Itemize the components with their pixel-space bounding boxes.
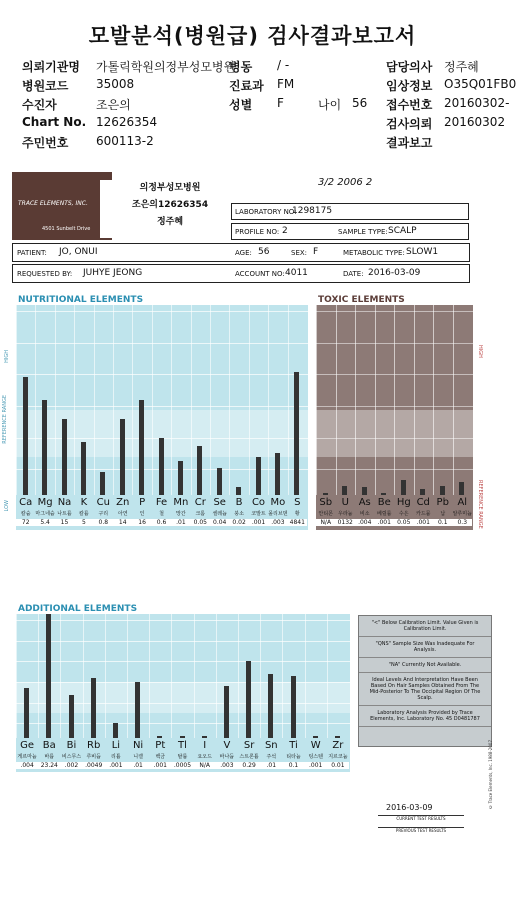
element-name-V: 바나듐 <box>219 754 235 760</box>
column-divider <box>268 305 269 495</box>
bar-Sb <box>323 493 328 495</box>
element-name-Sb: 안티몬 <box>318 511 333 517</box>
element-value-Co: .001 <box>249 519 268 526</box>
element-symbol-As: As <box>358 497 371 508</box>
column-divider <box>394 305 395 495</box>
bar-Na <box>62 419 67 495</box>
bar-W <box>313 736 318 738</box>
grid-line <box>16 406 308 407</box>
element-value-V: .003 <box>216 762 238 769</box>
element-symbol-Co: Co <box>251 497 266 508</box>
bar-Mo <box>275 453 280 495</box>
left-value-3: 12626354 <box>96 115 158 129</box>
element-symbol-I: I <box>203 740 207 751</box>
column-divider <box>171 305 172 495</box>
element-name-Li: 리튬 <box>111 754 121 760</box>
element-symbol-Bi: Bi <box>66 740 77 751</box>
left-label-3: Chart No. <box>22 115 87 129</box>
trace-elements-logo <box>12 172 112 240</box>
bar-Hg <box>401 480 406 495</box>
mid-value-2: F <box>277 96 284 110</box>
toxic-chart <box>316 305 473 530</box>
element-symbol-Li: Li <box>111 740 121 751</box>
column-divider <box>229 305 230 495</box>
column-divider <box>210 305 211 495</box>
element-name-Ba: 바륨 <box>44 754 55 760</box>
element-symbol-Ba: Ba <box>42 740 56 751</box>
element-name-S: 황 <box>294 511 300 517</box>
column-divider <box>327 614 328 738</box>
bar-Cd <box>420 489 425 495</box>
additional-title: ADDITIONAL ELEMENTS <box>18 604 138 614</box>
element-name-Bi: 비스무스 <box>61 754 82 760</box>
element-value-W: .001 <box>305 762 327 769</box>
bar-Se <box>217 468 222 495</box>
column-divider <box>149 614 150 738</box>
element-name-Tl: 탈륨 <box>177 754 188 760</box>
bar-Pt <box>157 736 162 738</box>
element-name-U: 우라늄 <box>338 511 353 517</box>
element-name-Co: 코발트 <box>251 511 266 517</box>
bar-Ca <box>23 377 28 495</box>
bar-P <box>139 400 144 495</box>
bar-Be <box>381 493 386 495</box>
mid-value-0: / - <box>277 58 290 72</box>
element-value-Tl: .0005 <box>171 762 193 769</box>
column-divider <box>152 305 153 495</box>
column-divider <box>305 614 306 738</box>
bar-I <box>202 736 207 738</box>
element-symbol-P: P <box>139 497 146 508</box>
element-name-Mn: 망간 <box>176 511 186 517</box>
reference-label-left: REFERENCE RANGE <box>2 395 8 444</box>
element-value-Ca: 72 <box>16 519 35 526</box>
bar-U <box>342 486 347 496</box>
element-value-Bi: .002 <box>60 762 82 769</box>
left-label-1: 병원코드 <box>22 79 69 93</box>
legend-box <box>358 615 492 747</box>
left-value-1: 35008 <box>96 77 135 91</box>
element-symbol-Al: Al <box>457 497 468 508</box>
column-divider <box>414 305 415 495</box>
column-divider <box>453 305 454 495</box>
bar-Ni <box>135 682 140 738</box>
element-value-B: 0.02 <box>229 519 248 526</box>
element-name-Ca: 칼슘 <box>20 511 31 517</box>
logo-address: 4501 Sunbelt Drive <box>42 226 91 232</box>
element-symbol-B: B <box>235 497 243 508</box>
element-symbol-Pb: Pb <box>436 497 449 508</box>
element-value-K: 5 <box>74 519 93 526</box>
bar-Mn <box>178 461 183 495</box>
bar-Al <box>459 482 464 495</box>
element-symbol-Sr: Sr <box>243 740 255 751</box>
element-symbol-K: K <box>80 497 88 508</box>
grid-line <box>16 374 308 375</box>
profile-box: PROFILE NO: 2 SAMPLE TYPE: SCALP <box>231 223 469 240</box>
bar-Ti <box>291 676 296 738</box>
element-name-Ni: 니켈 <box>133 754 143 760</box>
high-label-left: HIGH <box>4 350 10 363</box>
right-label-3: 검사의뢰 <box>386 117 433 131</box>
stamp-line-2: 조은의12626354 <box>131 200 209 210</box>
element-value-Cd: .001 <box>414 519 434 526</box>
element-symbol-Rb: Rb <box>87 740 101 751</box>
logo-text: TRACE ELEMENTS, INC. <box>18 200 88 207</box>
element-value-Fe: 0.6 <box>152 519 171 526</box>
element-symbol-Ti: Ti <box>289 740 298 751</box>
element-value-Al: 0.3 <box>453 519 473 526</box>
column-divider <box>316 305 317 495</box>
column-divider <box>60 614 61 738</box>
element-value-Mg: 5.4 <box>35 519 54 526</box>
column-divider <box>191 305 192 495</box>
age-value: 56 <box>352 96 368 110</box>
element-value-I: N/A <box>194 762 216 769</box>
element-symbol-Se: Se <box>213 497 226 508</box>
grid-line <box>16 723 350 724</box>
element-name-Ti: 티타늄 <box>286 754 301 760</box>
mid-label-0: 병동 <box>229 60 253 74</box>
bar-Li <box>113 723 118 738</box>
element-symbol-Na: Na <box>57 497 72 508</box>
element-name-Fe: 철 <box>159 511 164 517</box>
element-name-Pt: 백금 <box>155 754 166 760</box>
toxic-title: TOXIC ELEMENTS <box>318 295 405 305</box>
element-value-Be: .001 <box>375 519 395 526</box>
legend-item: "<" Below Calibration Limit. Value Given is Calibration Limit. <box>359 616 491 637</box>
element-name-Na: 나트륨 <box>57 511 72 517</box>
bar-Cu <box>100 472 105 495</box>
element-value-As: .004 <box>355 519 375 526</box>
element-symbol-Mn: Mn <box>173 497 189 508</box>
element-value-Ni: .01 <box>127 762 149 769</box>
low-label-left: LOW <box>4 500 10 512</box>
column-divider <box>216 614 217 738</box>
element-value-Sr: 0.29 <box>238 762 260 769</box>
element-name-K: 칼륨 <box>79 511 89 517</box>
element-name-Se: 셀레늄 <box>212 511 227 517</box>
nutritional-chart <box>16 305 308 530</box>
bar-Co <box>256 457 261 495</box>
left-value-0: 가톨릭학원의정부성모병원 <box>96 60 236 74</box>
element-value-Mn: .01 <box>171 519 190 526</box>
grid-line <box>16 641 350 642</box>
element-name-B: 붕소 <box>234 511 244 517</box>
element-value-S: 4841 <box>288 519 307 526</box>
bar-Ge <box>24 688 29 738</box>
patient-row: PATIENT: JO, ONUI AGE: 56 SEX: F METABOLIC TYPE: SLOW1 <box>12 243 470 262</box>
hospital-stamp <box>100 180 240 238</box>
column-divider <box>282 614 283 738</box>
stamp-line-1: 의정부성모병원 <box>139 183 201 193</box>
element-symbol-Sn: Sn <box>264 740 278 751</box>
element-value-Hg: 0.05 <box>394 519 414 526</box>
element-symbol-S: S <box>294 497 301 508</box>
element-value-Rb: .0049 <box>83 762 105 769</box>
element-value-Sn: .01 <box>260 762 282 769</box>
copyright: © Trace Elements, Inc. 1988-2007 <box>488 740 493 810</box>
left-label-2: 수진자 <box>22 98 57 112</box>
left-value-2: 조은의 <box>96 98 131 112</box>
element-name-Cr: 크롬 <box>195 511 206 517</box>
column-divider <box>105 614 106 738</box>
bar-As <box>362 487 367 495</box>
bar-K <box>81 442 86 495</box>
element-name-Mg: 마그네슘 <box>35 511 55 517</box>
element-value-Zr: 0.01 <box>327 762 349 769</box>
right-label-2: 접수번호 <box>386 98 433 112</box>
element-value-Pb: 0.1 <box>433 519 453 526</box>
element-symbol-U: U <box>341 497 349 508</box>
high-label-right: HIGH <box>477 345 483 358</box>
left-label-4: 주민번호 <box>22 136 69 150</box>
legend-item: Laboratory Analysis Provided by Trace Elements, Inc. Laboratory No. 45 D0481787 <box>359 706 491 727</box>
legend-item: Ideal Levels And Interpretation Have Been Based On Hair Samples Obtained From The Mid-Posterior To The Occipital Region Of The Scalp. <box>359 673 491 706</box>
bar-Pb <box>440 486 445 496</box>
bar-Bi <box>69 695 74 738</box>
grid-line <box>16 343 308 344</box>
reference-label-right: REFERENCE RANGE <box>477 480 483 529</box>
element-symbol-Sb: Sb <box>319 497 333 508</box>
element-name-Zr: 지르코늄 <box>328 754 348 760</box>
element-symbol-V: V <box>223 740 231 751</box>
element-name-Pb: 납 <box>440 511 446 517</box>
grid-line <box>16 661 350 662</box>
mid-value-1: FM <box>277 77 295 91</box>
bar-Rb <box>91 678 96 738</box>
column-divider <box>433 305 434 495</box>
column-divider <box>38 614 39 738</box>
bar-Zr <box>335 736 340 738</box>
right-value-1: O35Q01FB0 <box>444 77 516 91</box>
element-value-Pt: .001 <box>149 762 171 769</box>
element-value-Ti: 0.1 <box>282 762 304 769</box>
element-name-Rb: 루비듐 <box>86 754 101 760</box>
element-value-Na: 15 <box>55 519 74 526</box>
right-value-0: 정주혜 <box>444 60 479 74</box>
bar-Sn <box>268 674 273 738</box>
bar-Zn <box>120 419 125 495</box>
element-name-Hg: 수은 <box>398 511 409 517</box>
bar-Fe <box>159 438 164 495</box>
element-value-P: 16 <box>132 519 151 526</box>
bar-B <box>236 487 241 495</box>
element-name-Ge: 게르마늄 <box>17 754 37 760</box>
column-divider <box>113 305 114 495</box>
requested-row: REQUESTED BY: JUHYE JEONG ACCOUNT NO: 4011 DATE: 2016-03-09 <box>12 264 470 283</box>
element-symbol-Ca: Ca <box>19 497 33 508</box>
right-label-0: 담당의사 <box>386 60 433 74</box>
reference-band <box>16 682 350 713</box>
lab-no-box: LABORATORY NO: 1298175 <box>231 203 469 220</box>
right-value-2: 20160302- <box>444 96 510 110</box>
bar-Sr <box>246 661 251 738</box>
column-divider <box>336 305 337 495</box>
column-divider <box>35 305 36 495</box>
element-symbol-Mg: Mg <box>37 497 53 508</box>
report-title: 모발분석(병원급) 검사결과보고서 <box>88 24 417 48</box>
grid-line <box>16 311 308 312</box>
element-value-Mo: .003 <box>268 519 287 526</box>
bar-S <box>294 372 299 496</box>
element-symbol-W: W <box>310 740 321 751</box>
element-symbol-Zn: Zn <box>116 497 130 508</box>
bar-V <box>224 686 229 738</box>
left-value-4: 600113-2 <box>96 134 154 148</box>
column-divider <box>94 305 95 495</box>
element-name-I: 요오드 <box>197 754 212 760</box>
nutritional-title: NUTRITIONAL ELEMENTS <box>18 295 144 305</box>
element-symbol-Hg: Hg <box>396 497 411 508</box>
footer-date: 2016-03-09 <box>386 803 433 812</box>
age-label: 나이 <box>318 98 342 112</box>
column-divider <box>127 614 128 738</box>
element-symbol-Fe: Fe <box>155 497 168 508</box>
grid-line <box>16 620 350 621</box>
element-name-Cd: 카드뮴 <box>416 511 431 517</box>
left-label-0: 의뢰기관명 <box>22 60 80 74</box>
footer-current: CURRENT TEST RESULTS <box>378 815 464 821</box>
handwritten-date: 3/2 2006 2 <box>318 177 373 188</box>
bar-Ba <box>46 614 51 738</box>
element-name-Zn: 아연 <box>117 511 128 517</box>
element-symbol-Be: Be <box>377 497 391 508</box>
legend-item: "QNS" Sample Size Was Inadequate For Analysis. <box>359 637 491 658</box>
footer-previous: PREVIOUS TEST RESULTS <box>378 827 464 833</box>
right-label-1: 임상정보 <box>386 79 433 93</box>
column-divider <box>355 305 356 495</box>
legend-item: "NA" Currently Not Available. <box>359 658 491 673</box>
column-divider <box>249 305 250 495</box>
element-name-Mo: 몰리브덴 <box>268 511 288 517</box>
element-symbol-Ni: Ni <box>132 740 144 751</box>
element-name-Sr: 스트론튬 <box>239 754 259 760</box>
column-divider <box>55 305 56 495</box>
element-name-Sn: 주석 <box>266 754 277 760</box>
column-divider <box>260 614 261 738</box>
right-value-3: 20160302 <box>444 115 506 129</box>
additional-chart <box>16 614 350 772</box>
bar-Tl <box>180 736 185 738</box>
element-value-Cu: 0.8 <box>94 519 113 526</box>
column-divider <box>74 305 75 495</box>
element-name-W: 텅스텐 <box>308 754 323 760</box>
element-symbol-Cd: Cd <box>416 497 430 508</box>
right-label-4: 결과보고 <box>386 136 433 150</box>
column-divider <box>288 305 289 495</box>
element-value-Li: .001 <box>105 762 127 769</box>
column-divider <box>194 614 195 738</box>
mid-label-1: 진료과 <box>229 79 264 93</box>
element-name-Al: 알루미늄 <box>452 511 472 517</box>
column-divider <box>16 614 17 738</box>
element-symbol-Ge: Ge <box>20 740 35 751</box>
stamp-line-3: 정주혜 <box>156 217 184 227</box>
element-value-Sb: N/A <box>316 519 336 526</box>
element-symbol-Cu: Cu <box>96 497 110 508</box>
element-name-P: 인 <box>139 511 145 517</box>
mid-label-2: 성별 <box>229 98 253 112</box>
column-divider <box>375 305 376 495</box>
bar-Mg <box>42 400 47 495</box>
element-symbol-Tl: Tl <box>178 740 187 751</box>
column-divider <box>171 614 172 738</box>
element-value-Cr: 0.05 <box>191 519 210 526</box>
element-name-As: 비소 <box>359 511 370 517</box>
element-name-Cu: 구리 <box>98 511 109 517</box>
column-divider <box>132 305 133 495</box>
column-divider <box>16 305 17 495</box>
element-symbol-Cr: Cr <box>194 497 206 508</box>
element-name-Be: 베릴륨 <box>377 511 392 517</box>
element-symbol-Mo: Mo <box>270 497 286 508</box>
column-divider <box>83 614 84 738</box>
element-symbol-Pt: Pt <box>155 740 166 751</box>
element-value-Ba: 23.24 <box>38 762 60 769</box>
element-value-U: 0132 <box>336 519 356 526</box>
column-divider <box>238 614 239 738</box>
bar-Cr <box>197 446 202 495</box>
element-value-Ge: .004 <box>16 762 38 769</box>
element-value-Se: 0.04 <box>210 519 229 526</box>
element-symbol-Zr: Zr <box>332 740 344 751</box>
element-value-Zn: 14 <box>113 519 132 526</box>
